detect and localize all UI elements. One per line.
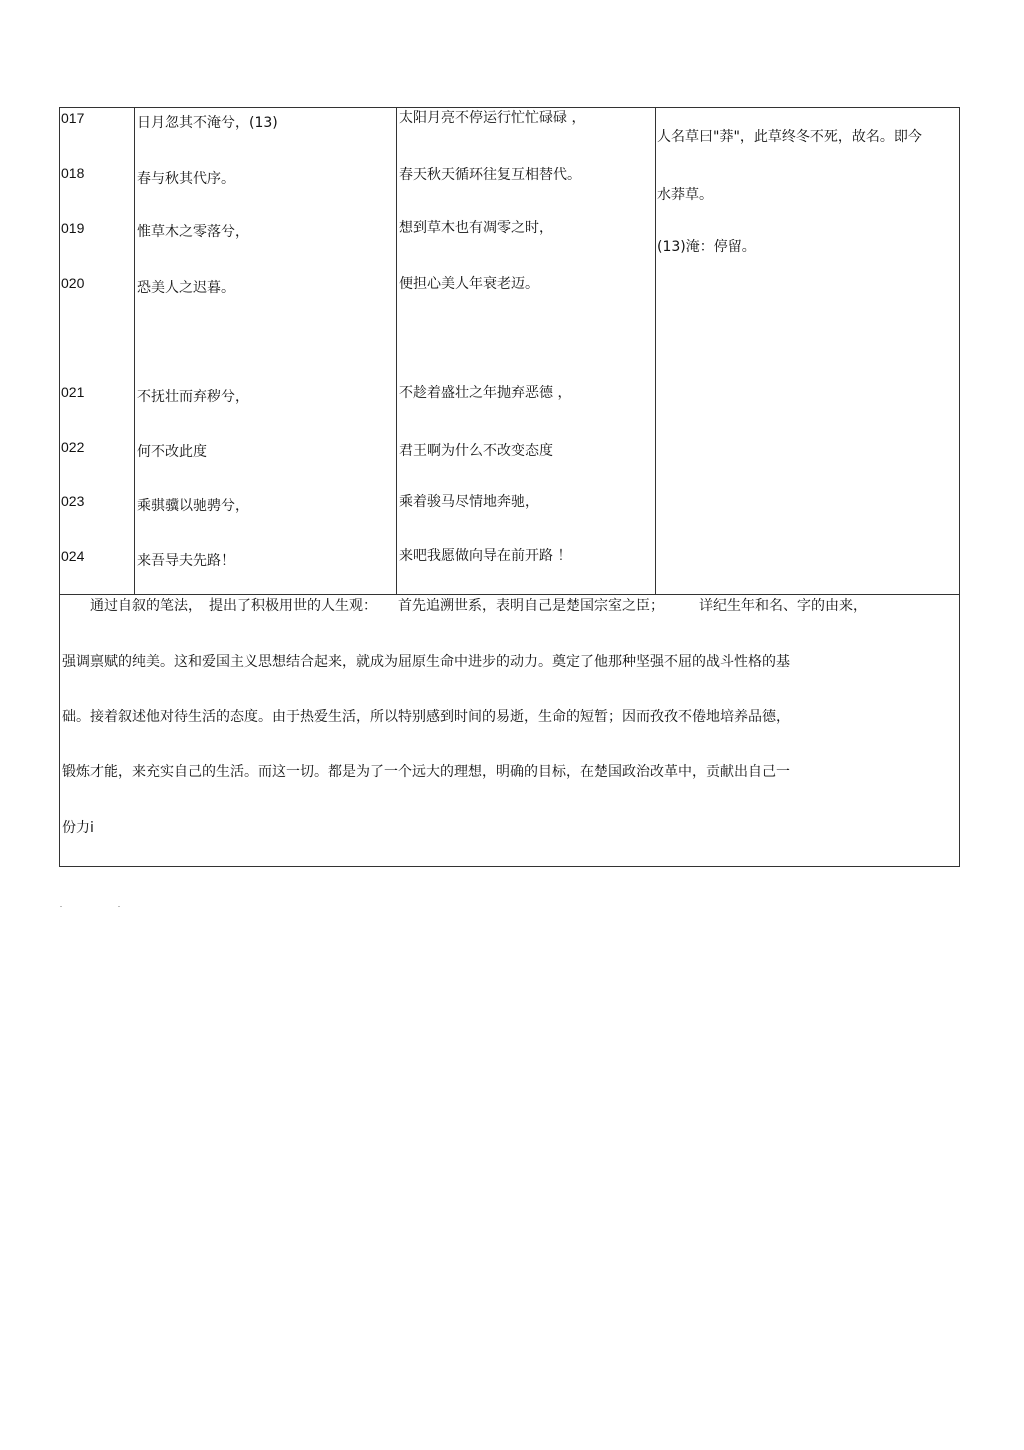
original-verse: 来吾导夫先路！ [137,553,235,569]
verse-translation: 乘着骏马尽情地奔驰， [399,494,539,510]
verse-translation: 来吧我愿做向导在前开路 ！ [399,548,572,564]
verse-translation: 太阳月亮不停运行忙忙碌碌 ， [399,110,586,126]
verse-translation: 春天秋天循环往复互相替代。 [399,167,581,183]
commentary-line: 强调禀赋的纯美。这和爱国主义思想结合起来，就成为屈原生命中进步的动力。奠定了他那种坚强不屈的战斗性格的基 [62,654,790,670]
commentary-line: 础。接着叙述他对待生活的态度。由于热爱生活，所以特别感到时间的易逝，生命的短暂；因而孜孜不倦地培养品德， [62,709,790,725]
commentary-section [60,594,959,866]
line-number: 021 [61,384,85,400]
commentary-line: 锻炼才能，来充实自己的生活。而这一切。都是为了一个远大的理想，明确的目标，在楚国政治改革中，贡献出自己一 [62,764,790,780]
stray-mark [118,906,120,907]
verse-section [60,108,959,595]
annotation-note: 水莽草。 [657,187,713,203]
poem-table [59,107,960,867]
original-verse: 惟草木之零落兮， [137,224,249,240]
verse-translation: 想到草木也有凋零之时， [399,220,553,236]
column-divider [396,108,397,594]
commentary-line: 通过自叙的笔法， 提出了积极用世的人生观： 首先追溯世系，表明自己是楚国宗室之臣； 详纪生年和名、字的由来， [62,598,867,614]
verse-translation: 君王啊为什么不改变态度 [399,443,553,459]
original-verse: 春与秋其代序。 [137,171,235,187]
line-number: 019 [61,220,85,236]
stray-mark [60,906,62,907]
original-verse: 日月忽其不淹兮，(13) [137,115,278,131]
line-number: 020 [61,275,85,291]
line-number: 024 [61,548,85,564]
original-verse: 不抚壮而弃秽兮， [137,389,249,405]
original-verse: 何不改此度 [137,444,207,460]
verse-translation: 便担心美人年衰老迈。 [399,276,539,292]
annotation-note: 人名草曰"莽"，此草终冬不死，故名。即今 [657,129,922,145]
annotation-note: (13)淹：停留。 [657,239,756,255]
line-number: 017 [61,110,85,126]
original-verse: 恐美人之迟暮。 [137,280,235,296]
verse-translation: 不趁着盛壮之年抛弃恶德 ， [399,385,572,401]
line-number: 022 [61,439,85,455]
column-divider [655,108,656,594]
column-divider [134,108,135,594]
original-verse: 乘骐骥以驰骋兮， [137,498,249,514]
line-number: 018 [61,165,85,181]
commentary-line: 份力i [62,820,94,836]
line-number: 023 [61,493,85,509]
